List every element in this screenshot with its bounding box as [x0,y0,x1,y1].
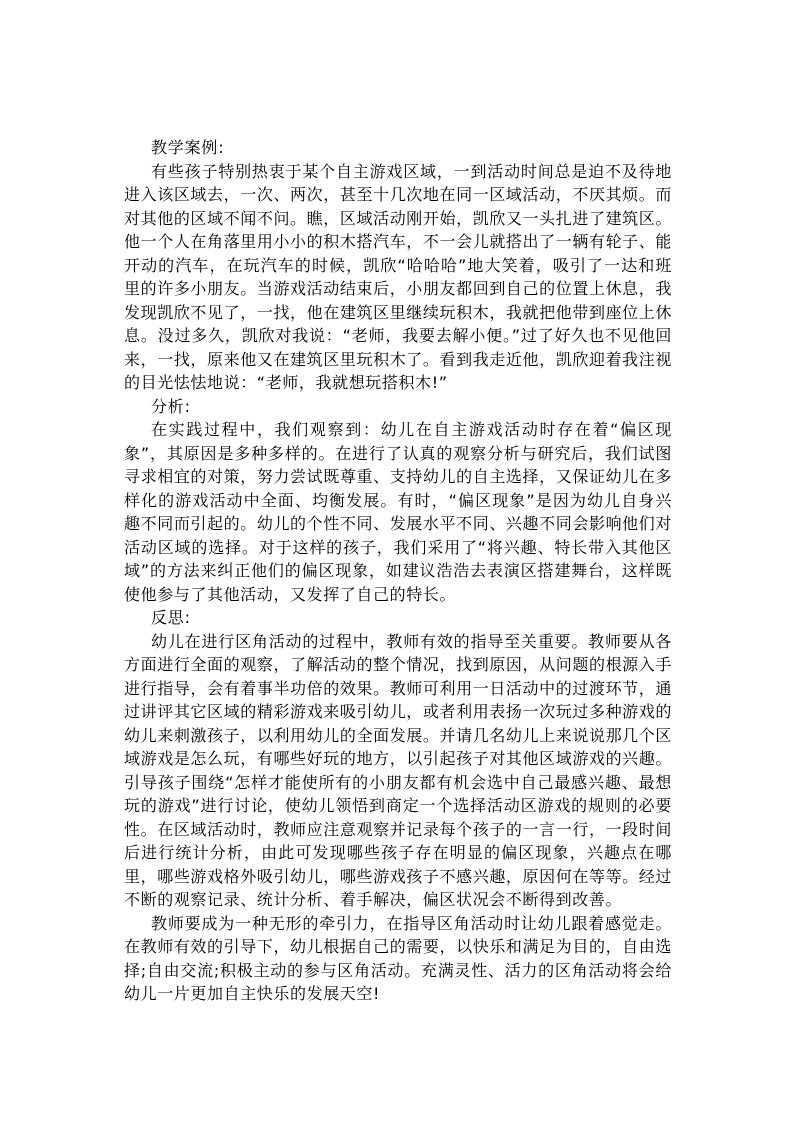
document-body [124,136,672,1006]
case-heading: 教学案例: [151,138,225,157]
reflection-paragraph-2: 教师要成为一种无形的牵引力，在指导区角活动时让幼儿跟着感觉走。在教师有效的引导下，幼儿根据自己的需要，以快乐和满足为目的，自由选择;自由交流;积极主动的参与区角活动。充满灵性、活力的区角活动将会给幼儿一片更加自主快乐的发展天空! [124,913,672,1003]
analysis-heading: 分析: [151,396,191,416]
analysis-paragraph: 在实践过程中，我们观察到：幼儿在自主游戏活动时存在着“偏区现象”，其原因是多种多样的。在进行了认真的观察分析与研究后，我们试图寻求相宜的对策，努力尝试既尊重、支持幼儿的自主选择，又保证幼儿在多样化的游戏活动中全面、均衡发展。有时，“偏区现象”是因为幼儿自身兴趣不同而引起的。幼儿的个性不同、发展水平不同、兴趣不同会影响他们对活动区域的选择。对于这样的孩子，我们采用了“将兴趣、特长带入其他区域”的方法来纠正他们的偏区现象，如建议浩浩去表演区搭建舞台，这样既使他参与了其他活动，又发挥了自己的特长。 [124,420,672,604]
reflection-paragraph-1: 幼儿在进行区角活动的过程中，教师有效的指导至关重要。教师要从各方面进行全面的观察，了解活动的整个情况，找到原因，从问题的根源入手进行指导，会有着事半功倍的效果。教师可利用一日活动中的过渡环节，通过讲评其它区域的精彩游戏来吸引幼儿，或者利用表扬一次玩过多种游戏的幼儿来刺激孩子，以利用幼儿的全面发展。并请几名幼儿上来说说那几个区域游戏是怎么玩，有哪些好玩的地方，以引起孩子对其他区域游戏的兴趣。引导孩子围绕“怎样才能使所有的小朋友都有机会选中自己最感兴趣、最想玩的游戏”进行讨论，使幼儿领悟到商定一个选择活动区游戏的规则的必要性。在区域活动时，教师应注意观察并记录每个孩子的一言一行，一段时间后进行统计分析，由此可发现哪些孩子存在明显的偏区现象，兴趣点在哪里，哪些游戏格外吸引幼儿，哪些游戏孩子不感兴趣，原因何在等等。经过不断的观察记录、统计分析、着手解决，偏区状况会不断得到改善。 [124,631,672,909]
reflection-heading: 反思: [151,608,191,627]
case-paragraph: 有些孩子特别热衷于某个自主游戏区域，一到活动时间总是迫不及待地进入该区域去，一次、两次，甚至十几次地在同一区域活动，不厌其烦。而对其他的区域不闻不问。瞧，区域活动刚开始，凯欣又一头扎进了建筑区。他一个人在角落里用小小的积木搭汽车，不一会儿就搭出了一辆有轮子、能开动的汽车，在玩汽车的时候，凯欣“哈哈哈”地大笑着，吸引了一达和班里的许多小朋友。当游戏活动结束后，小朋友都回到自己的位置上休息，我发现凯欣不见了，一找，他在建筑区里继续玩积木，我就把他带到座位上休息。没过多久，凯欣对我说：“老师，我要去解小便。”过了好久也不见他回来，一找，原来他又在建筑区里玩积木了。看到我走近他，凯欣迎着我注视的目光怯怯地说：“老师，我就想玩搭积木!” [124,161,672,392]
